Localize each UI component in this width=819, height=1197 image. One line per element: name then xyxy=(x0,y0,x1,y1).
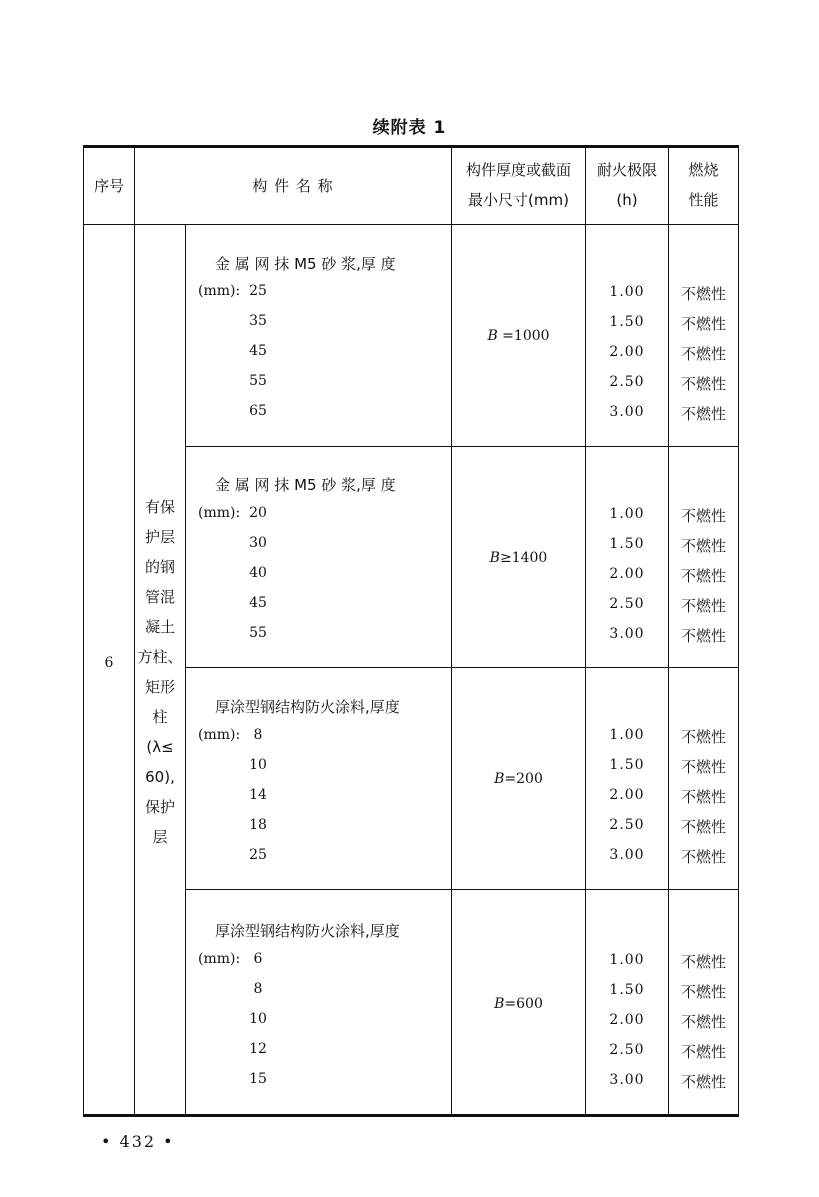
group-2-thickness: 30 xyxy=(249,535,267,551)
group-1-limit: 3.00 xyxy=(609,404,645,420)
group-3-unit: (mm): xyxy=(198,727,241,743)
group-3-limit: 2.00 xyxy=(609,787,645,803)
group-3-dim-value: =200 xyxy=(504,771,543,787)
group-4-combustion: 不燃性 xyxy=(680,1043,726,1061)
header-dim-line1: 构件厚度或截面 xyxy=(465,161,571,179)
group-1-combustion: 不燃性 xyxy=(680,285,726,303)
group-4-limit: 1.00 xyxy=(609,952,645,968)
header-comb xyxy=(669,155,738,215)
row-seq: 6 xyxy=(104,655,114,671)
group-2-limit: 2.50 xyxy=(609,596,645,612)
group-3-thickness: 14 xyxy=(249,787,267,803)
group-1-combustion: 不燃性 xyxy=(680,375,726,393)
group-2-unit: (mm): xyxy=(198,505,241,521)
group-3-thickness: 8 xyxy=(253,727,263,743)
category-line: (λ≤ xyxy=(146,738,174,756)
group-2-combustion: 不燃性 xyxy=(680,627,726,645)
group-1-heading: 金 属 网 抹 M5 砂 浆,厚 度 xyxy=(215,255,396,273)
group-4-thickness: 12 xyxy=(249,1041,267,1057)
category-line: 方柱、 xyxy=(137,648,183,666)
group-1-thickness: 55 xyxy=(249,373,267,389)
group-4-dim-var: B xyxy=(494,996,505,1012)
group-3-limit: 1.00 xyxy=(609,727,645,743)
group-2-combustion: 不燃性 xyxy=(680,567,726,585)
header-comb-line1: 燃烧 xyxy=(688,161,719,179)
group-2-limit: 2.00 xyxy=(609,566,645,582)
group-3-dimension xyxy=(452,771,585,787)
group-1-thickness: 35 xyxy=(249,313,267,329)
rule-group-3 xyxy=(185,889,739,890)
category-line: 管混 xyxy=(144,588,175,606)
group-2-dim-value: ≥1400 xyxy=(499,550,548,566)
group-3-thickness: 18 xyxy=(249,817,267,833)
group-3-thickness: 25 xyxy=(249,847,267,863)
group-1-limit: 1.50 xyxy=(609,314,645,330)
group-4-combustion: 不燃性 xyxy=(680,983,726,1001)
group-4-limit: 1.50 xyxy=(609,982,645,998)
group-1-combustion: 不燃性 xyxy=(680,405,726,423)
group-4-dimension xyxy=(452,996,585,1012)
group-2-thickness: 20 xyxy=(249,505,267,521)
group-1-unit: (mm): xyxy=(198,283,241,299)
group-2-thickness: 40 xyxy=(249,565,267,581)
group-4-unit: (mm): xyxy=(198,951,241,967)
group-1-thickness: 25 xyxy=(249,283,267,299)
category-line: 保护 xyxy=(144,798,175,816)
group-3-combustion: 不燃性 xyxy=(680,818,726,836)
header-name: 构 件 名 称 xyxy=(252,177,334,195)
header-limit xyxy=(586,155,668,215)
group-3-thickness: 10 xyxy=(249,757,267,773)
group-4-thickness: 15 xyxy=(249,1071,267,1087)
group-1-dim-var: B xyxy=(487,328,498,344)
header-limit-line1: 耐火极限 xyxy=(596,161,657,179)
group-3-limit: 2.50 xyxy=(609,817,645,833)
group-4-limit: 2.50 xyxy=(609,1042,645,1058)
group-2-limit: 3.00 xyxy=(609,626,645,642)
header-limit-line2: (h) xyxy=(616,191,638,209)
group-3-limit: 1.50 xyxy=(609,757,645,773)
category-line: 矩形 xyxy=(144,678,175,696)
category-line: 60), xyxy=(145,768,175,786)
group-2-heading: 金 属 网 抹 M5 砂 浆,厚 度 xyxy=(215,476,396,494)
group-4-thickness: 10 xyxy=(249,1011,267,1027)
group-2-combustion: 不燃性 xyxy=(680,507,726,525)
group-4-combustion: 不燃性 xyxy=(680,953,726,971)
rule-category xyxy=(185,225,186,1117)
rule-group-2 xyxy=(185,667,739,668)
page-number: • 432 • xyxy=(101,1132,175,1151)
category-line: 凝土 xyxy=(144,618,175,636)
group-3-combustion: 不燃性 xyxy=(680,758,726,776)
category-line: 的钢 xyxy=(144,558,175,576)
category-line: 层 xyxy=(152,828,168,846)
category-line: 柱 xyxy=(152,708,168,726)
group-3-combustion: 不燃性 xyxy=(680,788,726,806)
header-dim xyxy=(452,155,585,215)
group-3-combustion: 不燃性 xyxy=(680,848,726,866)
category-line: 有保 xyxy=(144,498,175,516)
rule-dim xyxy=(451,145,452,1117)
rule-header xyxy=(83,224,739,225)
group-2-dimension xyxy=(452,550,585,566)
group-4-combustion: 不燃性 xyxy=(680,1013,726,1031)
group-3-heading: 厚涂型钢结构防火涂料,厚度 xyxy=(215,698,400,716)
table-title: 续附表 1 xyxy=(372,118,447,138)
group-4-thickness: 6 xyxy=(253,951,263,967)
group-4-limit: 3.00 xyxy=(609,1072,645,1088)
group-2-thickness: 55 xyxy=(249,625,267,641)
group-1-thickness: 65 xyxy=(249,403,267,419)
group-1-limit: 2.00 xyxy=(609,344,645,360)
group-4-dim-value: =600 xyxy=(504,996,543,1012)
group-2-combustion: 不燃性 xyxy=(680,597,726,615)
group-2-thickness: 45 xyxy=(249,595,267,611)
group-2-dim-var: B xyxy=(489,550,500,566)
group-2-combustion: 不燃性 xyxy=(680,537,726,555)
group-1-combustion: 不燃性 xyxy=(680,315,726,333)
row-category xyxy=(135,492,185,852)
header-seq: 序号 xyxy=(93,177,124,195)
category-line: 护层 xyxy=(144,528,175,546)
header-dim-line2: 最小尺寸(mm) xyxy=(468,191,569,209)
group-1-limit: 2.50 xyxy=(609,374,645,390)
group-1-combustion: 不燃性 xyxy=(680,345,726,363)
group-4-thickness: 8 xyxy=(253,981,263,997)
group-4-combustion: 不燃性 xyxy=(680,1073,726,1091)
group-1-dimension xyxy=(452,328,585,344)
group-1-dim-value: =1000 xyxy=(497,328,550,344)
group-1-limit: 1.00 xyxy=(609,284,645,300)
rule-group-1 xyxy=(185,446,739,447)
group-3-dim-var: B xyxy=(494,771,505,787)
group-4-heading: 厚涂型钢结构防火涂料,厚度 xyxy=(215,922,400,940)
group-4-limit: 2.00 xyxy=(609,1012,645,1028)
group-2-limit: 1.00 xyxy=(609,506,645,522)
group-1-thickness: 45 xyxy=(249,343,267,359)
group-2-limit: 1.50 xyxy=(609,536,645,552)
header-comb-line2: 性能 xyxy=(688,191,719,209)
group-3-limit: 3.00 xyxy=(609,847,645,863)
group-3-combustion: 不燃性 xyxy=(680,728,726,746)
